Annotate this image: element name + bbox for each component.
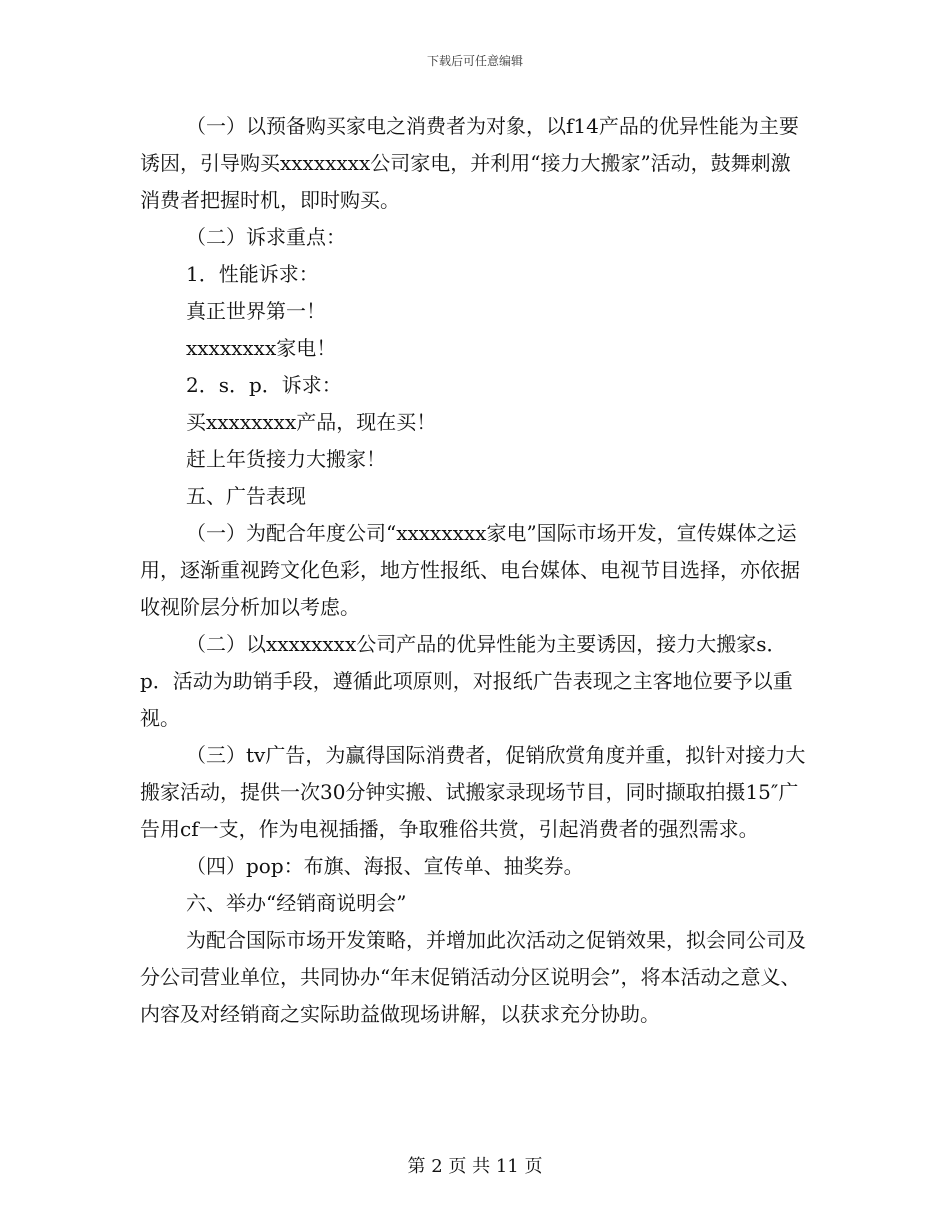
page-number: 第 2 页 共 11 页 — [407, 1156, 543, 1177]
paragraph-2: （二）诉求重点： — [186, 225, 346, 249]
paragraph-3: 1．性能诉求： — [186, 262, 319, 286]
paragraph-11: （二）以xxxxxxxx公司产品的优异性能为主要诱因，接力大搬家s．p．活动为助销手段，遵循此项原则，对报纸广告表现之主客地位要予以重视。 — [140, 632, 793, 730]
paragraph-7: 买xxxxxxxx产品，现在买！ — [186, 410, 437, 434]
paragraph-6: 2．s．p．诉求： — [186, 373, 342, 397]
section-heading-5: 五、广告表现 — [186, 484, 306, 508]
page-header: 下载后可任意编辑 — [426, 54, 523, 68]
paragraph-15: 为配合国际市场开发策略，并增加此次活动之促销效果，拟会同公司及分公司营业单位，共同协办“年末促销活动分区说明会”，将本活动之意义、内容及对经销商之实际助益做现场讲解，以获求充分协助。 — [140, 928, 806, 1026]
paragraph-4: 真正世界第一！ — [186, 299, 326, 323]
paragraph-10: （一）为配合年度公司“xxxxxxxx家电”国际市场开发，宣传媒体之运用，逐渐重视跨文化色彩，地方性报纸、电台媒体、电视节目选择，亦依据收视阶层分析加以考虑。 — [140, 521, 800, 619]
paragraph-13: （四）pop：布旗、海报、宣传单、抽奖券。 — [186, 854, 584, 878]
paragraph-1: （一）以预备购买家电之消费者为对象，以f14产品的优异性能为主要诱因，引导购买xxxxxxxx公司家电，并利用“接力大搬家”活动，鼓舞刺激消费者把握时机，即时购买。 — [140, 114, 799, 212]
paragraph-12: （三）tv广告，为赢得国际消费者，促销欣赏角度并重，拟针对接力大搬家活动，提供一次30分钟实搬、试搬家录现场节目，同时撷取拍摄15″广告用cf一支，作为电视插播，争取雅俗共赏，引起消费者的强烈需求。 — [140, 743, 806, 841]
paragraph-8: 赶上年货接力大搬家！ — [186, 447, 386, 471]
section-heading-6: 六、举办“经销商说明会” — [186, 891, 407, 915]
paragraph-5: xxxxxxxx家电！ — [186, 336, 337, 360]
document-body — [140, 108, 810, 1033]
